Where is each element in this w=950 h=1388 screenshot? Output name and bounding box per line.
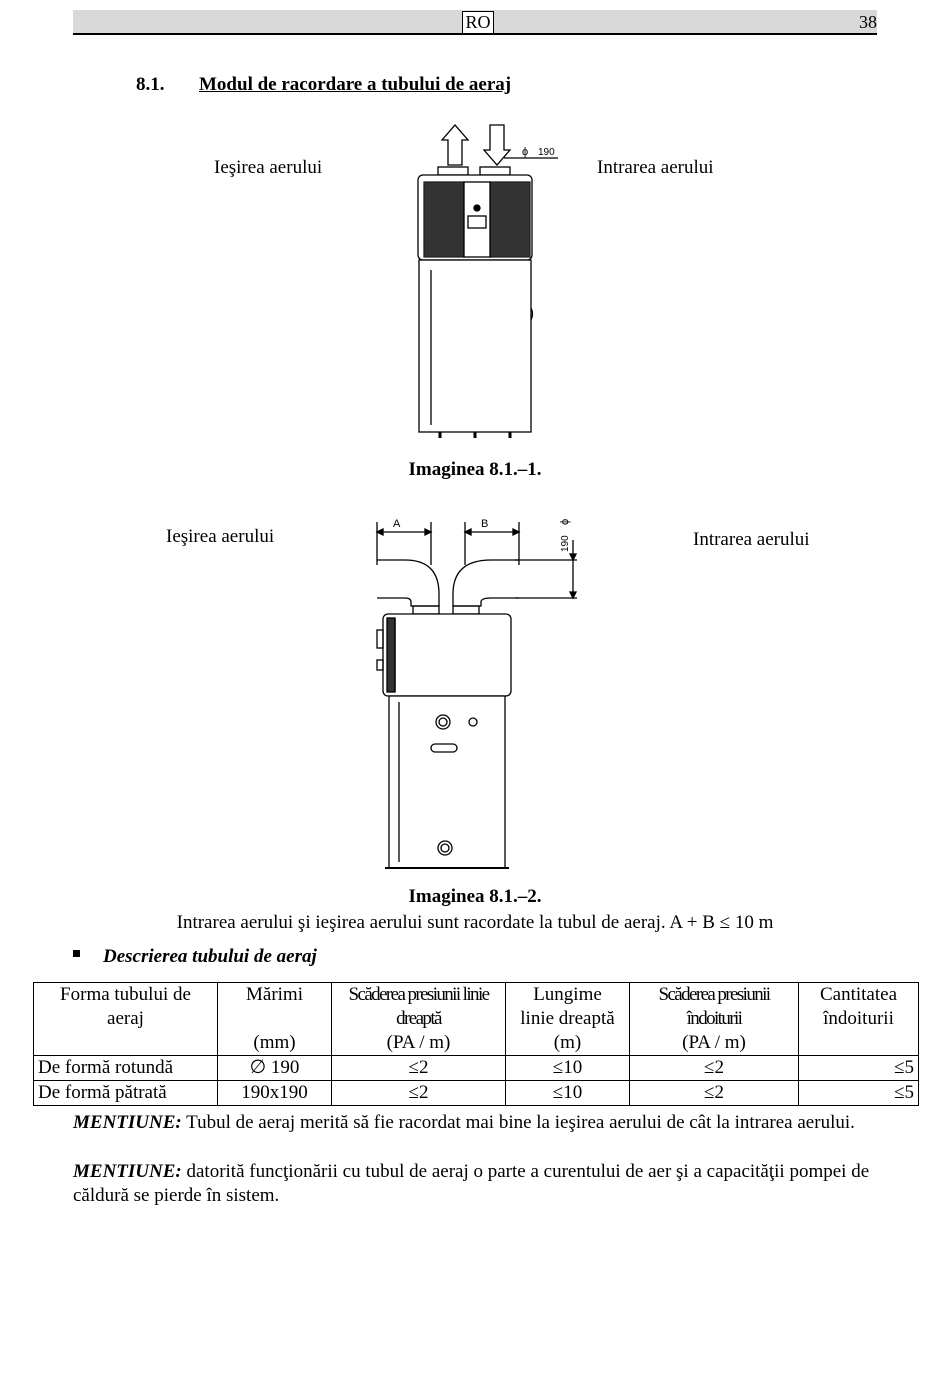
note-1-label: MENTIUNE: [73, 1112, 182, 1133]
figure2-diameter-value: 190 [560, 535, 571, 552]
duct-description-heading: Descrierea tubului de aeraj [103, 946, 317, 967]
row-round-bend-drop: ≤2 [630, 1056, 799, 1081]
header-shape: Forma tubului de aeraj [34, 983, 218, 1056]
connection-description: Intrarea aerului şi ieşirea aerului sunt racordate la tubul de aeraj. A + B ≤ 10 m [176, 912, 774, 933]
note-2-text: datorită funcţionării cu tubul de aeraj o parte a curentului de aer şi a capacităţii pompei de căldură se pierde în sistem. [73, 1161, 870, 1206]
outlet-arrow-icon [442, 125, 468, 165]
row-round-shape: De formă rotundă [34, 1056, 218, 1081]
figure2-caption: Imaginea 8.1.–2. [408, 886, 542, 907]
row-round-straight-drop: ≤2 [332, 1056, 506, 1081]
table-row [34, 1056, 919, 1081]
dimension-b-label: B [481, 518, 489, 530]
figure1-outlet-label: Ieşirea aerului [214, 157, 323, 178]
figure2-outlet-label: Ieşirea aerului [166, 526, 275, 547]
row-round-bend-count: ≤5 [799, 1056, 919, 1081]
bullet-square-icon [73, 950, 80, 957]
header-bend-count: Cantitatea îndoiturii [799, 983, 919, 1056]
inlet-arrow-icon [484, 125, 510, 165]
note-2 [73, 1160, 883, 1208]
table-header-row [34, 983, 919, 1056]
row-square-length: ≤10 [506, 1081, 630, 1106]
note-1 [73, 1111, 883, 1135]
row-round-length: ≤10 [506, 1056, 630, 1081]
row-round-size: ∅ 190 [218, 1056, 332, 1081]
note-1-text: Tubul de aeraj merită să fie racordat mai bine la ieşirea aerului de cât la intrarea aerului. [181, 1112, 855, 1133]
duct-specification-table [33, 982, 919, 1106]
row-square-straight-drop: ≤2 [332, 1081, 506, 1106]
note-2-label: MENTIUNE: [73, 1161, 182, 1182]
header-straight-length: Lungime linie dreaptă (m) [506, 983, 630, 1056]
header-straight-pressure-drop: Scăderea presiunii linie dreaptă (PA / m) [332, 983, 506, 1056]
row-square-shape: De formă pătrată [34, 1081, 218, 1106]
figure1-heat-pump-drawing [400, 120, 570, 442]
table-row [34, 1081, 919, 1106]
section-number: 8.1. [136, 74, 165, 95]
header-bend-pressure-drop: Scăderea presiunii îndoiturii (PA / m) [630, 983, 799, 1056]
figure1-diameter-value: 190 [538, 147, 555, 158]
language-code: RO [462, 11, 494, 34]
row-square-bend-count: ≤5 [799, 1081, 919, 1106]
figure1-caption: Imaginea 8.1.–1. [408, 459, 542, 480]
row-square-size: 190x190 [218, 1081, 332, 1106]
section-title: Modul de racordare a tubului de aeraj [199, 74, 512, 95]
row-square-bend-drop: ≤2 [630, 1081, 799, 1106]
figure1-inlet-label: Intrarea aerului [597, 157, 714, 178]
figure2-diameter-symbol: ϕ [559, 518, 571, 525]
figure2-inlet-label: Intrarea aerului [693, 529, 810, 550]
figure2-duct-connection-drawing [365, 510, 585, 880]
page-number: 38 [859, 12, 877, 32]
header-size: Mărimi (mm) [218, 983, 332, 1056]
dimension-a-label: A [393, 518, 401, 530]
figure1-diameter-symbol: ϕ [522, 146, 529, 158]
